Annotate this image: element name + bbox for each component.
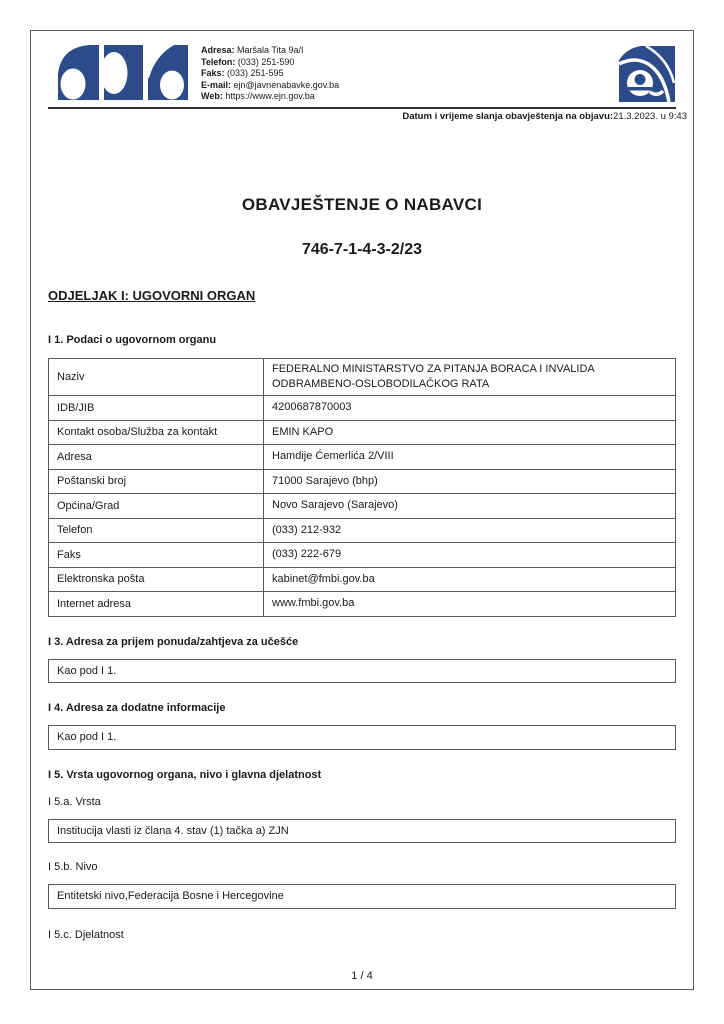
section-i5a-value: Institucija vlasti iz člana 4. stav (1) tačka a) ZJN [57, 824, 289, 837]
contact-line [201, 57, 339, 69]
table-row-label-text: Naziv [57, 371, 85, 383]
table-row-label [49, 519, 264, 543]
contact-label: Web: [201, 91, 223, 101]
table-row-value [264, 421, 675, 445]
section-i5b-value-box [48, 884, 676, 909]
contact-label: Telefon: [201, 56, 236, 67]
section-heading-odjeljak-1: ODJELJAK I: UGOVORNI ORGAN [48, 288, 256, 303]
table-row-label-text: Poštanski broj [57, 475, 127, 488]
section-i3-value: Kao pod I 1. [57, 664, 117, 677]
table-row-value [264, 359, 675, 395]
contact-line [201, 91, 339, 103]
table-row-label-text: Adresa [57, 450, 92, 463]
table-row-value-text: Novo Sarajevo (Sarajevo) [272, 499, 398, 512]
table-row-value [264, 543, 675, 567]
contact-line [201, 80, 339, 92]
table-row-value-text: EMIN KAPO [272, 425, 334, 438]
section-i5b-heading: I 5.b. Nivo [48, 861, 98, 873]
contact-value: https://www.ejn.gov.ba [225, 91, 315, 101]
section-i4-heading: I 4. Adresa za dodatne informacije [48, 702, 226, 714]
table-row-value [264, 519, 675, 543]
table-row [49, 543, 675, 568]
table-row [49, 519, 675, 544]
section-i5c-heading: I 5.c. Djelatnost [48, 928, 124, 941]
table-row [49, 421, 675, 446]
table-row-label [49, 568, 264, 592]
document-title: OBAVJEŠTENJE O NABAVCI [241, 195, 483, 214]
contact-line [201, 45, 339, 57]
contact-line [201, 68, 339, 80]
sent-date-label: Datum i vrijeme slanja obavještenja na objavu: [402, 111, 614, 122]
table-row-label [49, 592, 264, 616]
table-row-label-text: Općina/Grad [57, 499, 120, 512]
table-row-value [264, 396, 675, 420]
table-row [49, 359, 675, 396]
table-row-label-text: Telefon [57, 524, 93, 537]
sent-date-line [48, 111, 687, 122]
table-row [49, 445, 675, 470]
section-i5a-heading: I 5.a. Vrsta [48, 795, 101, 808]
table-row-value [264, 445, 675, 469]
table-row-label-text: Faks [57, 548, 81, 561]
header-divider [48, 107, 676, 110]
table-row-value-text: FEDERALNO MINISTARSTVO ZA PITANJA BORACA I INVALIDA ODBRAMBENO-OSLOBODILAČKOG RATA [272, 363, 595, 390]
table-row-value [264, 568, 675, 592]
table-row-label [49, 359, 264, 395]
table-row-value [264, 470, 675, 494]
section-i5b-value: Entitetski nivo,Federacija Bosne i Hercegovine [57, 890, 284, 903]
table-row-value [264, 592, 675, 616]
contact-value: (033) 251-595 [227, 68, 284, 78]
table-row-label-text: IDB/JIB [57, 401, 95, 414]
table-row-label [49, 494, 264, 518]
contact-label: Faks: [201, 68, 225, 78]
table-row-value [264, 494, 675, 518]
section-i4-value: Kao pod I 1. [57, 731, 117, 744]
table-row-value-text: (033) 222-679 [272, 548, 342, 561]
subsection-i1-heading: I 1. Podaci o ugovornom organu [48, 334, 217, 346]
table-row [49, 396, 675, 421]
table-row-value-text: 4200687870003 [272, 401, 352, 414]
contact-value: (033) 251-590 [237, 56, 295, 67]
section-i5a-value-box [48, 819, 676, 844]
sent-date-value: 21.3.2023. u 9:43 [613, 111, 687, 122]
table-row [49, 494, 675, 519]
table-row-label [49, 396, 264, 420]
table-row-value-text: 71000 Sarajevo (bhp) [272, 474, 378, 487]
table-row-label [49, 543, 264, 567]
contact-label: Adresa: [201, 45, 235, 55]
page-frame [30, 30, 694, 990]
section-i3-heading: I 3. Adresa za prijem ponuda/zahtjeva za učešće [48, 635, 299, 648]
section-i4-value-box [48, 725, 676, 750]
table-row-value-text: Hamdije Ćemerlića 2/VIII [272, 450, 394, 463]
contact-value: Maršala Tita 9a/I [237, 45, 304, 55]
ajn-agency-logo-icon [58, 44, 188, 100]
contracting-authority-table [48, 358, 676, 617]
section-i3-value-box [48, 659, 676, 684]
contact-label: E-mail: [201, 79, 232, 90]
table-row-value-text: kabinet@fmbi.gov.ba [272, 572, 375, 585]
table-row-label [49, 445, 264, 469]
table-row [49, 592, 675, 617]
document-header [58, 44, 676, 103]
table-row-label [49, 421, 264, 445]
table-row-value-text: (033) 212-932 [272, 523, 342, 536]
table-row-label-text: Kontakt osoba/Služba za kontakt [57, 426, 218, 439]
table-row-label [49, 470, 264, 494]
section-i5-heading: I 5. Vrsta ugovornog organa, nivo i glavna djelatnost [48, 768, 322, 781]
enabavke-logo-icon [619, 46, 675, 102]
table-row-value-text: www.fmbi.gov.ba [272, 597, 355, 610]
agency-contact-block [201, 44, 339, 103]
contact-value: ejn@javnenabavke.gov.ba [233, 79, 340, 90]
table-row-label-text: Elektronska pošta [57, 573, 145, 586]
table-row [49, 568, 675, 593]
notice-number: 746-7-1-4-3-2/23 [301, 241, 423, 258]
table-row-label-text: Internet adresa [57, 597, 131, 610]
table-row [49, 470, 675, 495]
page-number: 1 / 4 [351, 970, 373, 982]
